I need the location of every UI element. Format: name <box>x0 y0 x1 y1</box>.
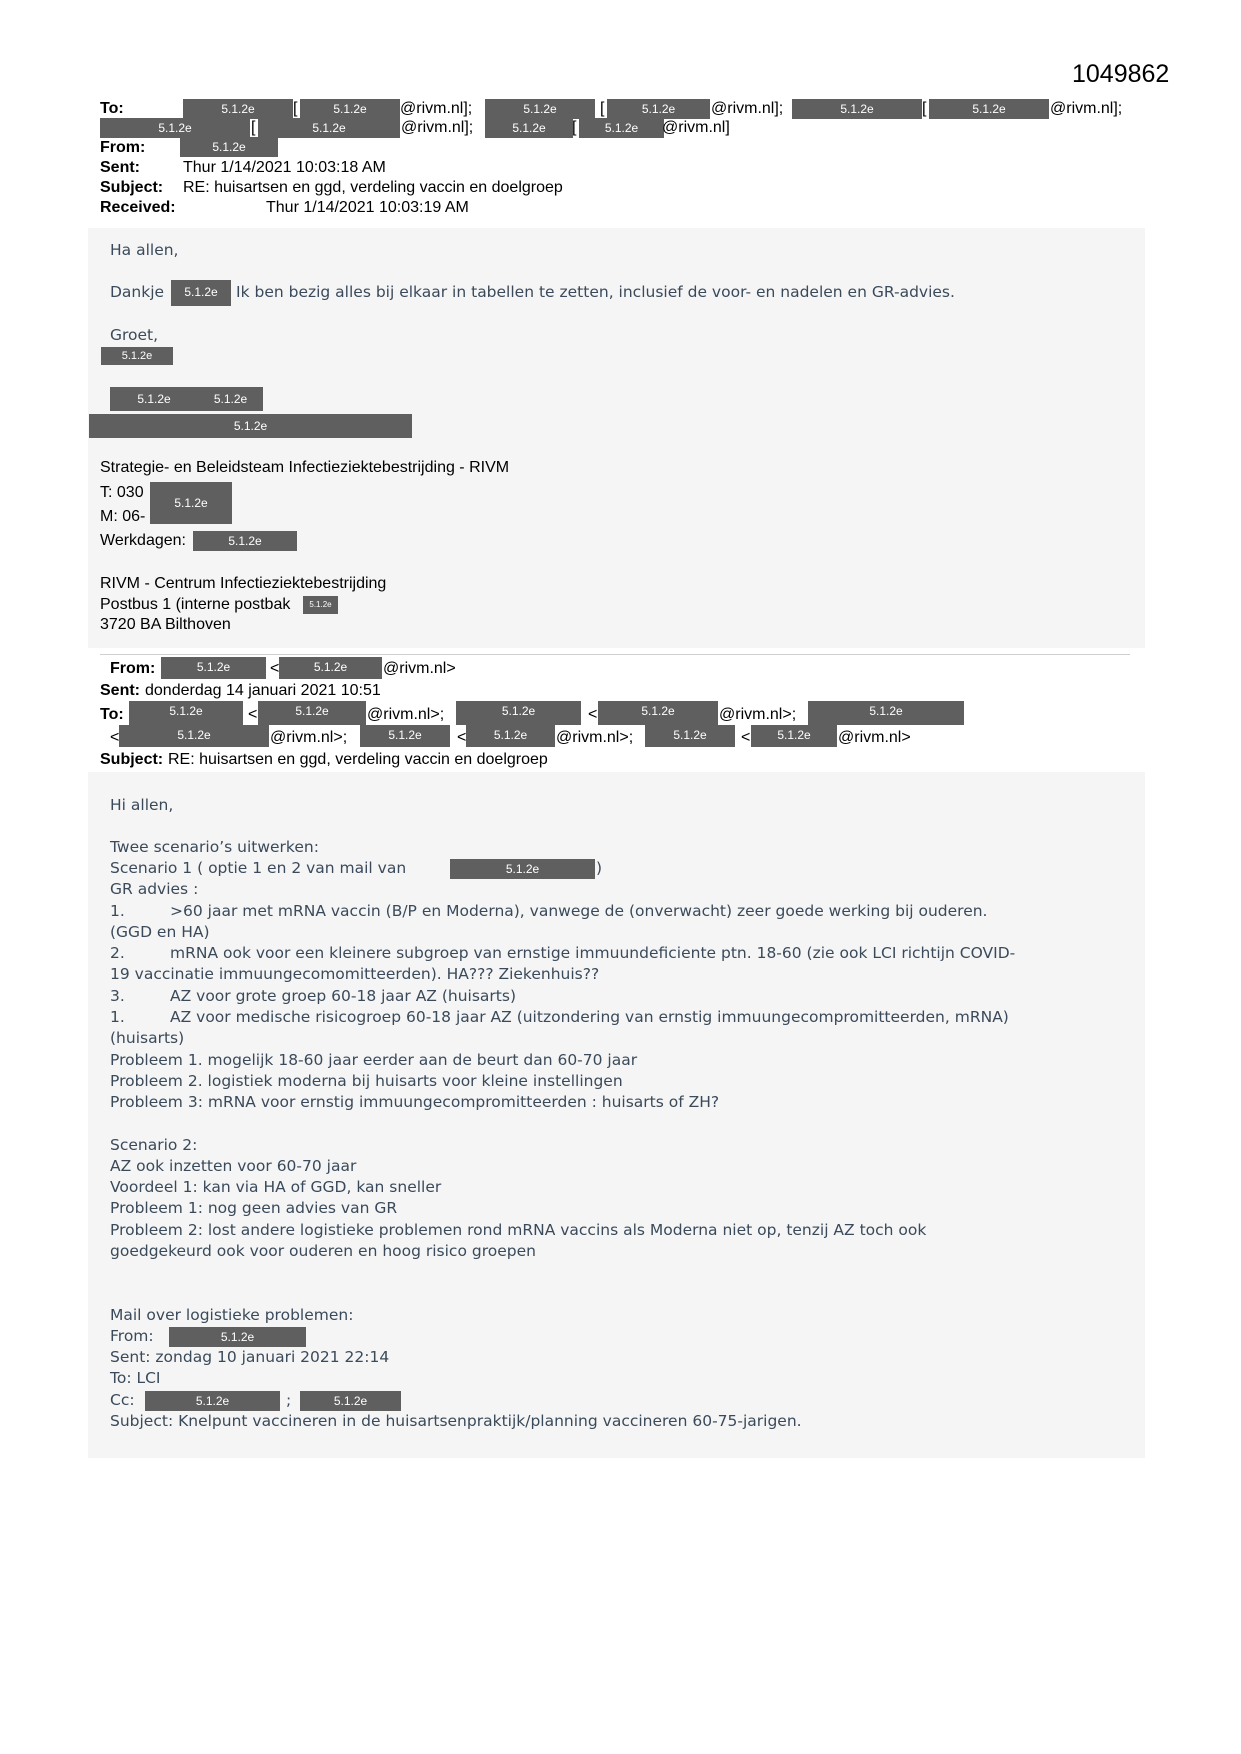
redaction: 5.1.2e <box>129 701 243 725</box>
bracket: [ <box>251 119 256 136</box>
mail-subject: Subject: Knelpunt vaccineren in de huisartsenpraktijk/planning vaccineren 60-75-jarigen. <box>110 1412 802 1430</box>
probleem-line: Probleem 2. logistiek moderna bij huisarts voor kleine instellingen <box>110 1072 623 1090</box>
redaction: 5.1.2e <box>258 701 366 725</box>
email-domain: @rivm.nl>; <box>367 706 445 723</box>
signature-address: 3720 BA Bilthoven <box>100 616 231 633</box>
quoted-greeting: Hi allen, <box>110 796 174 814</box>
email-domain: @rivm.nl> <box>383 660 456 677</box>
list-item-cont: (GGD en HA) <box>110 923 210 941</box>
redaction: 5.1.2e <box>607 99 710 119</box>
lt-sign: < <box>457 729 467 746</box>
from-label: From: <box>100 139 146 156</box>
subject-value: RE: huisartsen en ggd, verdeling vaccin en doelgroep <box>183 179 563 196</box>
redaction: 5.1.2e <box>303 596 338 614</box>
list-item: AZ voor medische risicogroep 60-18 jaar AZ (uitzondering van ernstig immuungecompromitteerden, mRNA) <box>170 1008 1009 1026</box>
redaction: 5.1.2e <box>183 99 293 119</box>
email-domain: @rivm.nl]; <box>401 119 474 136</box>
email-domain: @rivm.nl>; <box>270 729 348 746</box>
redaction: 5.1.2e <box>579 118 664 138</box>
quoted-from-label: From: <box>110 660 156 677</box>
scenario2-line: Probleem 2: lost andere logistieke problemen rond mRNA vaccins als Moderna niet op, tenzij AZ toch ook <box>110 1221 927 1239</box>
redaction: 5.1.2e <box>279 657 382 679</box>
quoted-subject-label: Subject: <box>100 751 164 768</box>
subject-label: Subject: <box>100 179 164 196</box>
scenario2-line: Probleem 1: nog geen advies van GR <box>110 1199 398 1217</box>
email-domain: @rivm.nl] <box>662 119 730 136</box>
redaction: 5.1.2e <box>450 859 595 879</box>
redaction: 5.1.2e <box>466 725 555 747</box>
scenario2-line: AZ ook inzetten voor 60-70 jaar <box>110 1157 357 1175</box>
list-number: 2. <box>110 944 125 962</box>
list-item: mRNA ook voor een kleinere subgroep van ernstige immuundeficiente ptn. 18-60 (zie ook LCI richtijn COVID- <box>170 944 1016 962</box>
redaction: 5.1.2e <box>101 347 173 365</box>
redaction: 5.1.2e <box>171 280 231 306</box>
cc-separator: ; <box>286 1391 292 1409</box>
mail-intro: Mail over logistieke problemen: <box>110 1306 354 1324</box>
redaction: 5.1.2e <box>198 387 263 411</box>
list-number: 3. <box>110 987 125 1005</box>
scenario1-suffix: ) <box>596 859 603 877</box>
redaction: 5.1.2e <box>300 99 400 119</box>
bracket: [ <box>600 100 605 117</box>
redaction: 5.1.2e <box>751 725 837 747</box>
quoted-sent-label: Sent: <box>100 682 140 699</box>
received-label: Received: <box>100 199 176 216</box>
thanks-text: Ik ben bezig alles bij elkaar in tabellen te zetten, inclusief de voor- en nadelen en GR-advies. <box>236 283 955 301</box>
email-domain: @rivm.nl]; <box>400 100 473 117</box>
lt-sign: < <box>588 706 598 723</box>
redaction: 5.1.2e <box>645 725 735 747</box>
list-item: AZ voor grote groep 60-18 jaar AZ (huisarts) <box>170 987 517 1005</box>
signature-workdays: Werkdagen: <box>100 532 186 549</box>
list-item-cont: (huisarts) <box>110 1029 185 1047</box>
redaction: 5.1.2e <box>169 1327 306 1347</box>
probleem-line: Probleem 3: mRNA voor ernstig immuungecompromitteerden : huisarts of ZH? <box>110 1093 720 1111</box>
email-domain: @rivm.nl]; <box>711 100 784 117</box>
list-item: >60 jaar met mRNA vaccin (B/P en Moderna), vanwege de (onverwacht) zeer goede werking bij ouderen. <box>170 902 988 920</box>
list-number: 1. <box>110 902 125 920</box>
bracket: [ <box>572 119 577 136</box>
divider <box>100 654 1130 655</box>
signature-postbus: Postbus 1 (interne postbak <box>100 596 291 613</box>
redaction: 5.1.2e <box>100 118 250 138</box>
signature-phone-t: T: 030 <box>100 484 144 501</box>
redaction: 5.1.2e <box>150 482 232 524</box>
gr-advies: GR advies : <box>110 880 199 898</box>
redaction: 5.1.2e <box>456 701 581 725</box>
redaction: 5.1.2e <box>598 701 718 725</box>
mail-to: To: LCI <box>110 1369 161 1387</box>
redaction: 5.1.2e <box>193 531 297 551</box>
redaction: 5.1.2e <box>808 701 964 725</box>
scenario2-line: Voordeel 1: kan via HA of GGD, kan sneller <box>110 1178 442 1196</box>
redaction: 5.1.2e <box>360 725 450 747</box>
redaction: 5.1.2e <box>180 137 278 157</box>
redaction: 5.1.2e <box>300 1391 401 1411</box>
redaction: 5.1.2e <box>89 414 412 438</box>
lt-sign: < <box>248 706 258 723</box>
sent-label: Sent: <box>100 159 140 176</box>
probleem-line: Probleem 1. mogelijk 18-60 jaar eerder aan de beurt dan 60-70 jaar <box>110 1051 638 1069</box>
signature-phone-m: M: 06- <box>100 508 146 525</box>
reply-closing: Groet, <box>110 326 159 344</box>
scenario2-title: Scenario 2: <box>110 1136 198 1154</box>
mail-sent: Sent: zondag 10 januari 2021 22:14 <box>110 1348 390 1366</box>
scenario2-line: goedgekeurd ook voor ouderen en hoog risico groepen <box>110 1242 536 1260</box>
quoted-subject-value: RE: huisartsen en ggd, verdeling vaccin en doelgroep <box>168 751 548 768</box>
signature-team: Strategie- en Beleidsteam Infectieziektebestrijding - RIVM <box>100 459 510 476</box>
signature-org: RIVM - Centrum Infectieziektebestrijding <box>100 575 387 592</box>
redaction: 5.1.2e <box>145 1391 280 1411</box>
received-value: Thur 1/14/2021 10:03:19 AM <box>266 199 469 216</box>
email-domain: @rivm.nl>; <box>556 729 634 746</box>
reply-greeting: Ha allen, <box>110 241 179 259</box>
mail-cc: Cc: <box>110 1391 135 1409</box>
list-number: 1. <box>110 1008 125 1026</box>
list-item-cont: 19 vaccinatie immuungecomomitteerden). HA??? Ziekenhuis?? <box>110 965 600 983</box>
redaction: 5.1.2e <box>485 99 595 119</box>
redaction: 5.1.2e <box>110 387 198 411</box>
redaction: 5.1.2e <box>258 118 400 138</box>
to-label: To: <box>100 100 124 117</box>
scenario1-line: Scenario 1 ( optie 1 en 2 van mail van <box>110 859 407 877</box>
bracket: [ <box>922 100 927 117</box>
redaction: 5.1.2e <box>792 99 922 119</box>
redaction: 5.1.2e <box>929 99 1049 119</box>
quoted-sent-value: donderdag 14 januari 2021 10:51 <box>145 682 381 699</box>
scenario-intro: Twee scenario’s uitwerken: <box>110 838 319 856</box>
lt-sign: < <box>110 729 120 746</box>
lt-sign: < <box>741 729 751 746</box>
thanks-prefix: Dankje <box>110 283 165 301</box>
lt-sign: < <box>270 660 280 677</box>
redaction: 5.1.2e <box>485 118 573 138</box>
email-domain: @rivm.nl]; <box>1050 100 1123 117</box>
redaction: 5.1.2e <box>119 725 269 747</box>
quoted-to-label: To: <box>100 706 124 723</box>
bracket: [ <box>293 100 298 117</box>
document-id: 1049862 <box>1072 60 1170 88</box>
email-domain: @rivm.nl> <box>838 729 911 746</box>
email-domain: @rivm.nl>; <box>719 706 797 723</box>
redaction: 5.1.2e <box>161 657 266 679</box>
mail-from: From: <box>110 1327 154 1345</box>
sent-value: Thur 1/14/2021 10:03:18 AM <box>183 159 386 176</box>
